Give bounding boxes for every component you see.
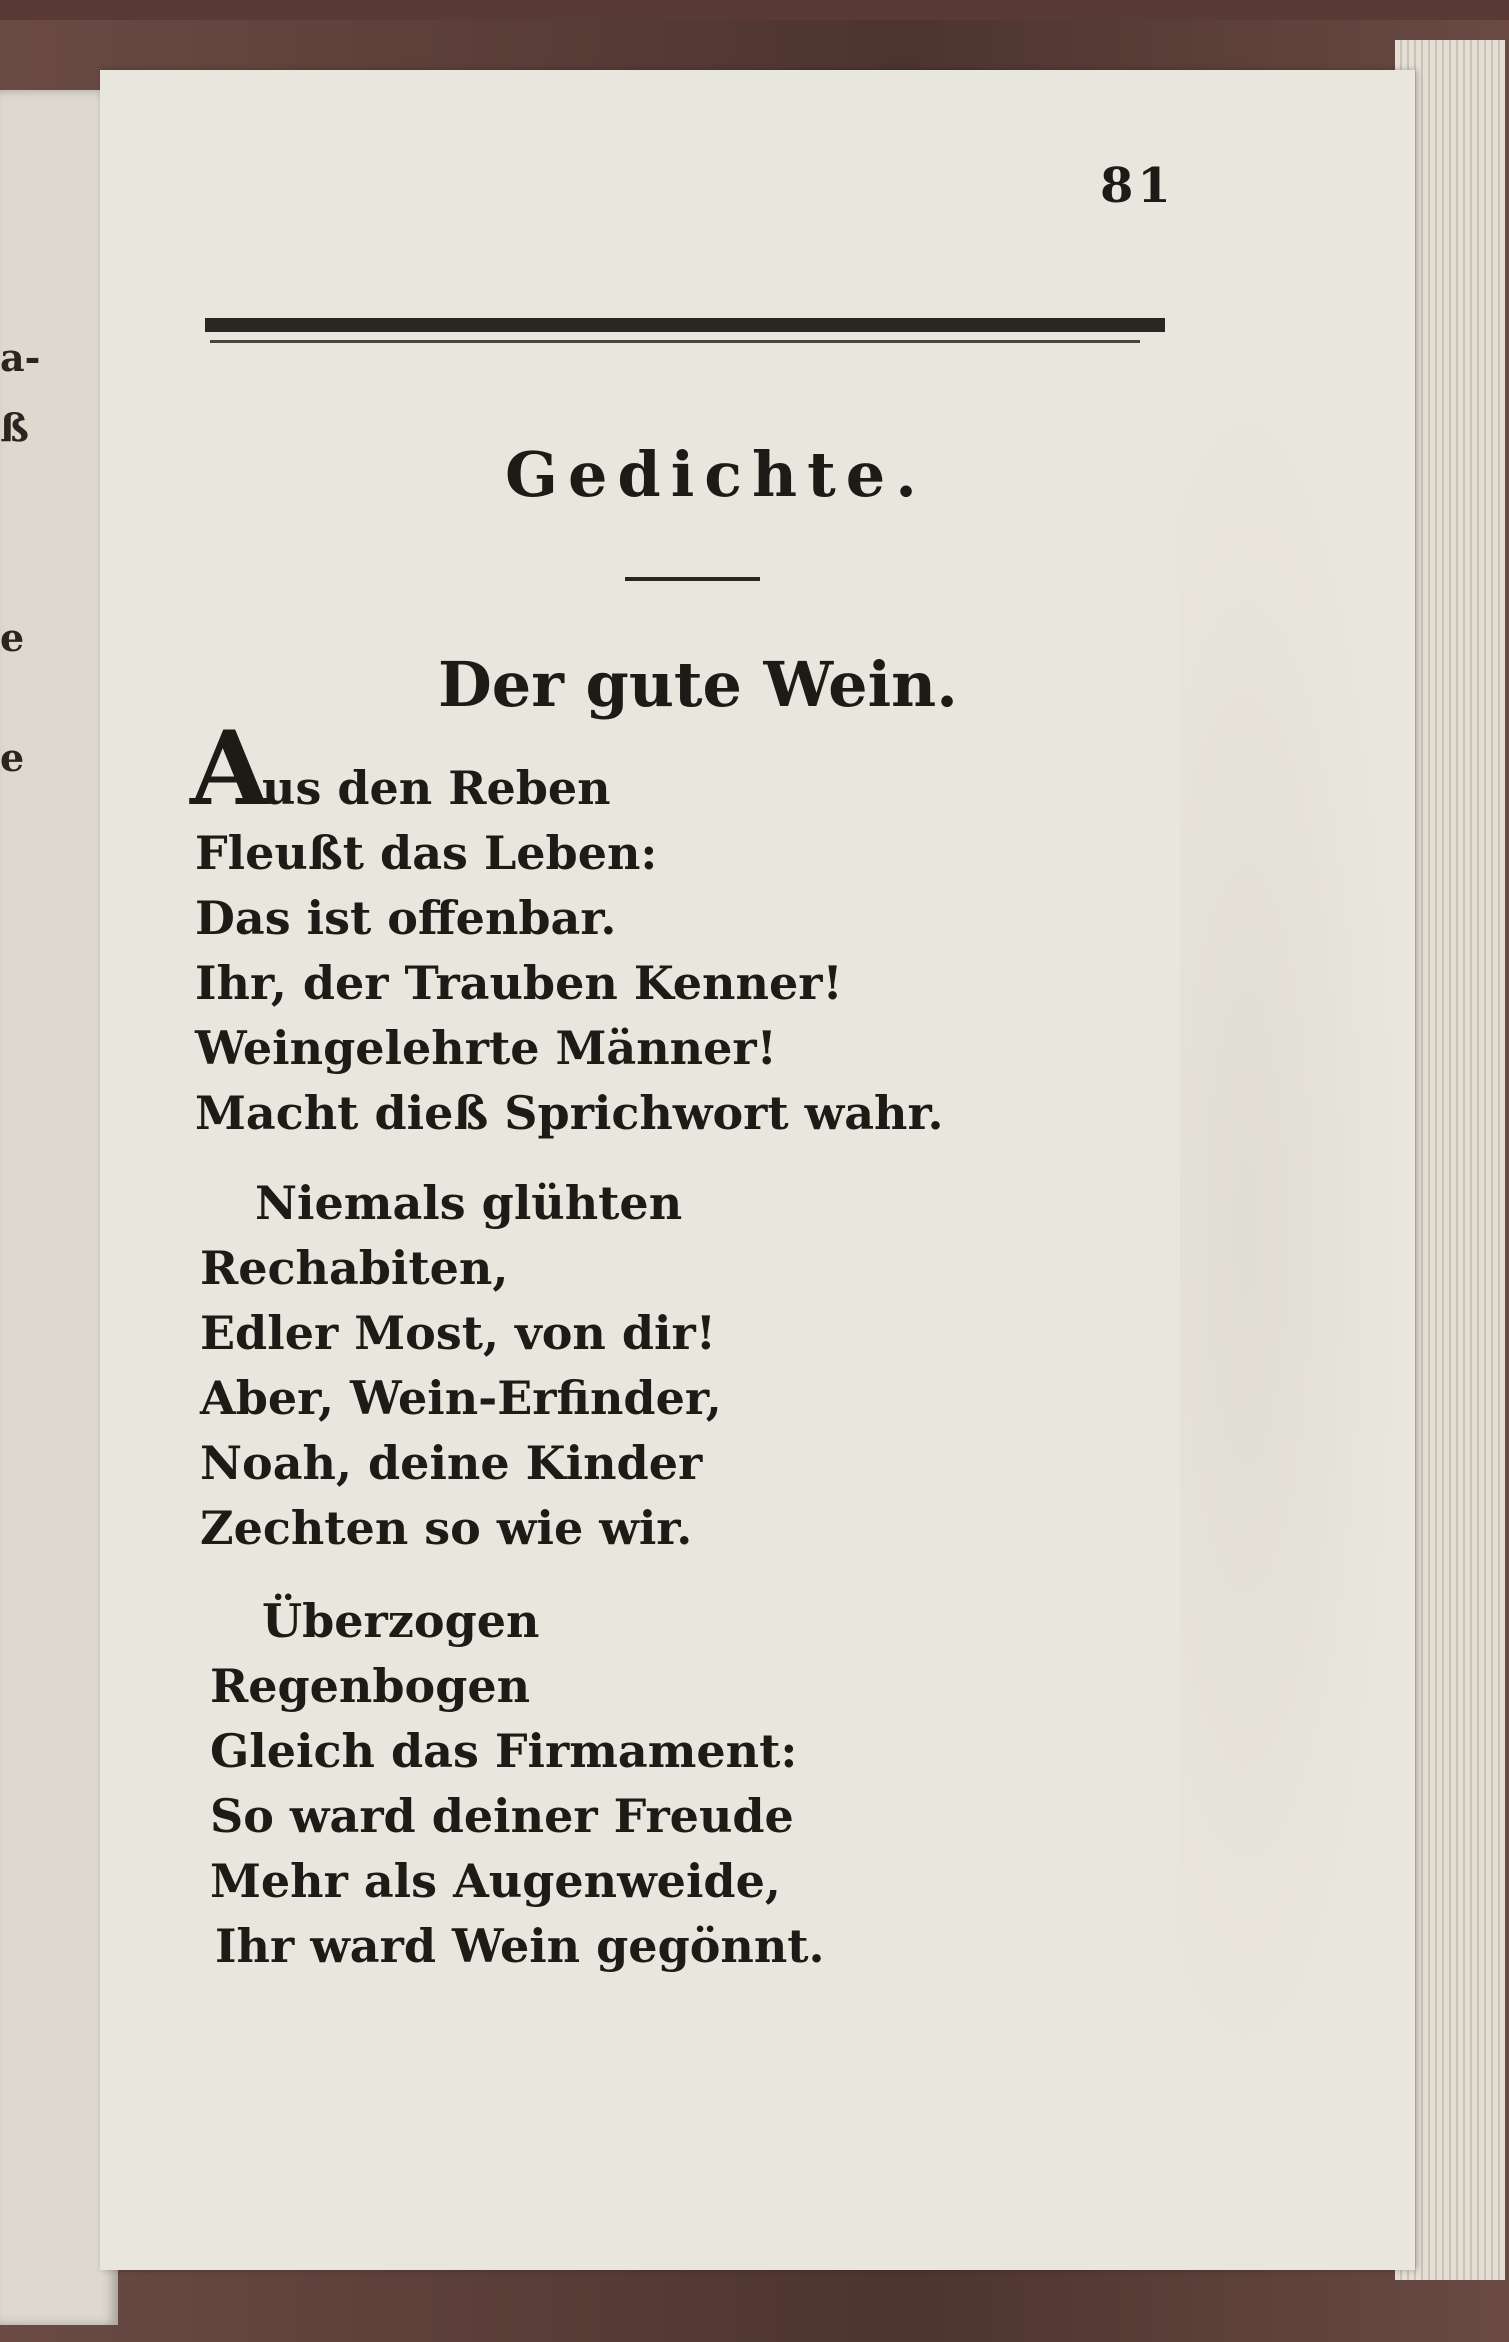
title-divider (625, 577, 760, 581)
drop-cap: A (190, 709, 270, 829)
poem-line: Edler Most, von dir! (200, 1306, 716, 1360)
bleed-through-shadow (1180, 380, 1400, 2080)
poem-line: Das ist offenbar. (195, 891, 617, 945)
poem-line: Mehr als Augenweide, (210, 1854, 781, 1908)
poem-line: So ward deiner Freude (210, 1789, 794, 1843)
poem-line: Gleich das Firmament: (210, 1724, 798, 1778)
poem-line: Ihr, der Trauben Kenner! (195, 956, 843, 1010)
poem-line: Regenbogen (210, 1659, 531, 1713)
poem-line: Noah, deine Kinder (200, 1436, 703, 1490)
poem-title: Der gute Wein. (438, 648, 958, 721)
left-page-fragment: e (0, 615, 25, 660)
poem-line: us den Reben (262, 761, 611, 815)
poem-line: Aber, Wein-Erfinder, (200, 1371, 722, 1425)
poem-line: Ihr ward Wein gegönnt. (215, 1919, 825, 1973)
poem-line: Macht dieß Sprichwort wahr. (195, 1086, 944, 1140)
poem-line: Zechten so wie wir. (200, 1501, 693, 1555)
poem-line: Rechabiten, (200, 1241, 509, 1295)
section-title: Gedichte. (505, 438, 927, 511)
left-page-fragment: e (0, 735, 25, 780)
page-number: 81 (1100, 158, 1175, 214)
poem-line: Weingelehrte Männer! (195, 1021, 777, 1075)
header-rule-thick (205, 318, 1165, 332)
poem-line: Fleußt das Leben: (195, 826, 658, 880)
left-page-fragment: ß (0, 405, 29, 450)
header-rule-thin (210, 340, 1140, 343)
left-page-fragment: a- (0, 335, 41, 380)
poem-line: Niemals glühten (255, 1176, 683, 1230)
poem-line: Überzogen (262, 1594, 540, 1648)
